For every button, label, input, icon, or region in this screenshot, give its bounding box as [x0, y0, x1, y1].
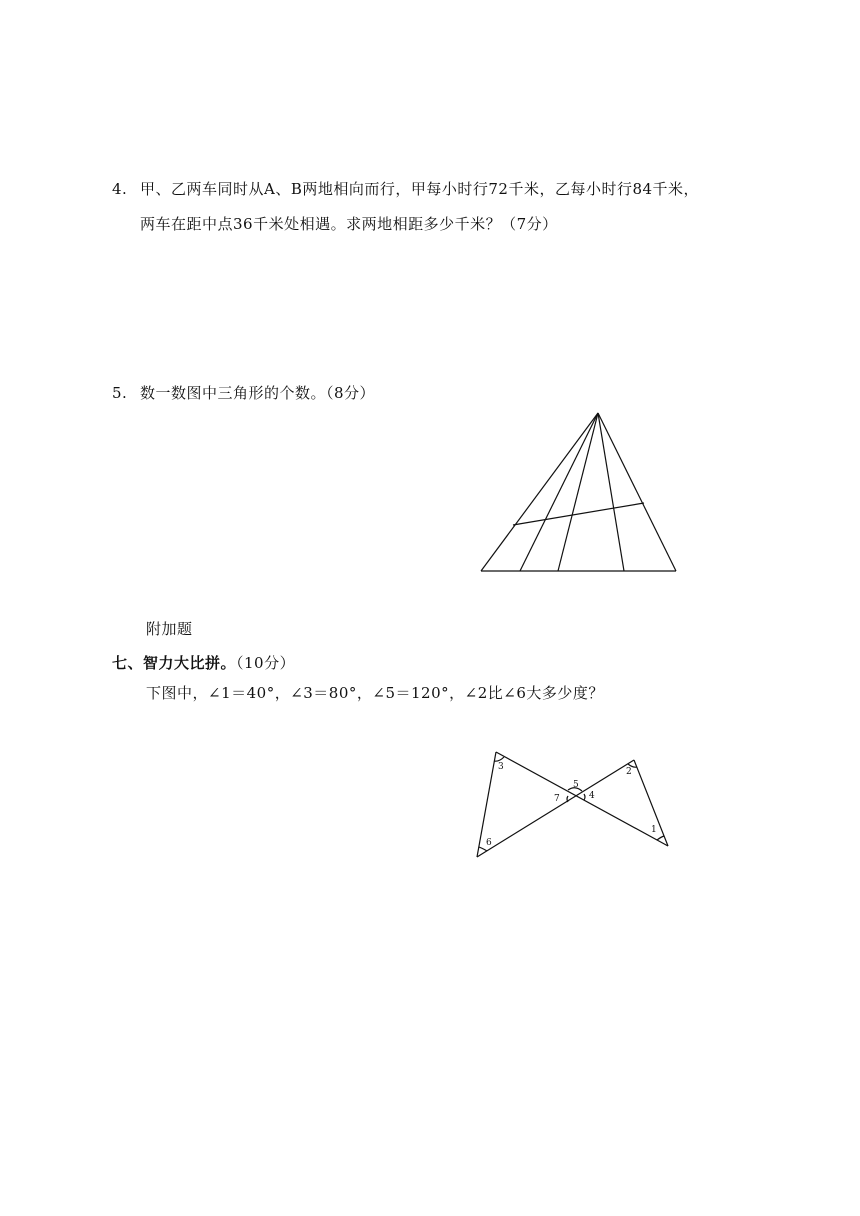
- angle-arc-4: [584, 794, 585, 800]
- angle-label-4: 4: [589, 791, 595, 801]
- angle-label-3: 3: [498, 762, 504, 772]
- angle-arc-5: [568, 788, 582, 791]
- section-7-points: （10分）: [236, 654, 296, 672]
- question-5-number: 5.: [112, 384, 128, 402]
- triangle-inner-ray-3: [598, 413, 624, 571]
- section-7-title-line: [112, 653, 295, 673]
- question-4-line-1: [112, 179, 699, 199]
- angle-label-7: 7: [554, 794, 560, 804]
- question-4-text-1: 甲、乙两车同时从A、B两地相向而行，甲每小时行72千米，乙每小时行84千米，: [140, 180, 700, 198]
- question-5-text-1: 数一数图中三角形的个数。（8分）: [140, 384, 376, 402]
- bowtie-diagonal-2: [477, 760, 634, 857]
- triangle-inner-ray-1: [520, 413, 598, 571]
- question-5-line-1: [112, 383, 375, 403]
- angle-label-2: 2: [626, 767, 632, 777]
- angle-label-1: 1: [651, 825, 657, 835]
- angle-arc-7: [567, 796, 568, 802]
- triangle-outer-right-edge: [598, 413, 676, 571]
- question-4-number: 4.: [112, 180, 128, 198]
- bowtie-right-outer-edge: [634, 760, 668, 846]
- question-4-text-2: 两车在距中点36千米处相遇。求两地相距多少千米？（7分）: [140, 215, 558, 233]
- angle-arc-1: [657, 836, 664, 840]
- bowtie-diagonal-1: [496, 752, 668, 846]
- bonus-problem-text: 下图中，∠1＝40°，∠3＝80°，∠5＝120°，∠2比∠6大多少度？: [146, 684, 604, 702]
- angle-arc-3: [494, 757, 504, 761]
- triangle-crossbar: [513, 503, 644, 525]
- bonus-heading: 附加题: [146, 620, 193, 638]
- angle-arc-6: [479, 847, 487, 851]
- angle-label-5: 5: [573, 780, 579, 790]
- triangle-inner-ray-2: [558, 413, 598, 571]
- triangle-outer-left-edge: [481, 413, 598, 571]
- bowtie-left-outer-edge: [477, 752, 496, 857]
- angle-arc-2: [628, 764, 637, 767]
- section-7-title: 七、智力大比拼。: [112, 654, 237, 672]
- angle-label-6: 6: [486, 838, 492, 848]
